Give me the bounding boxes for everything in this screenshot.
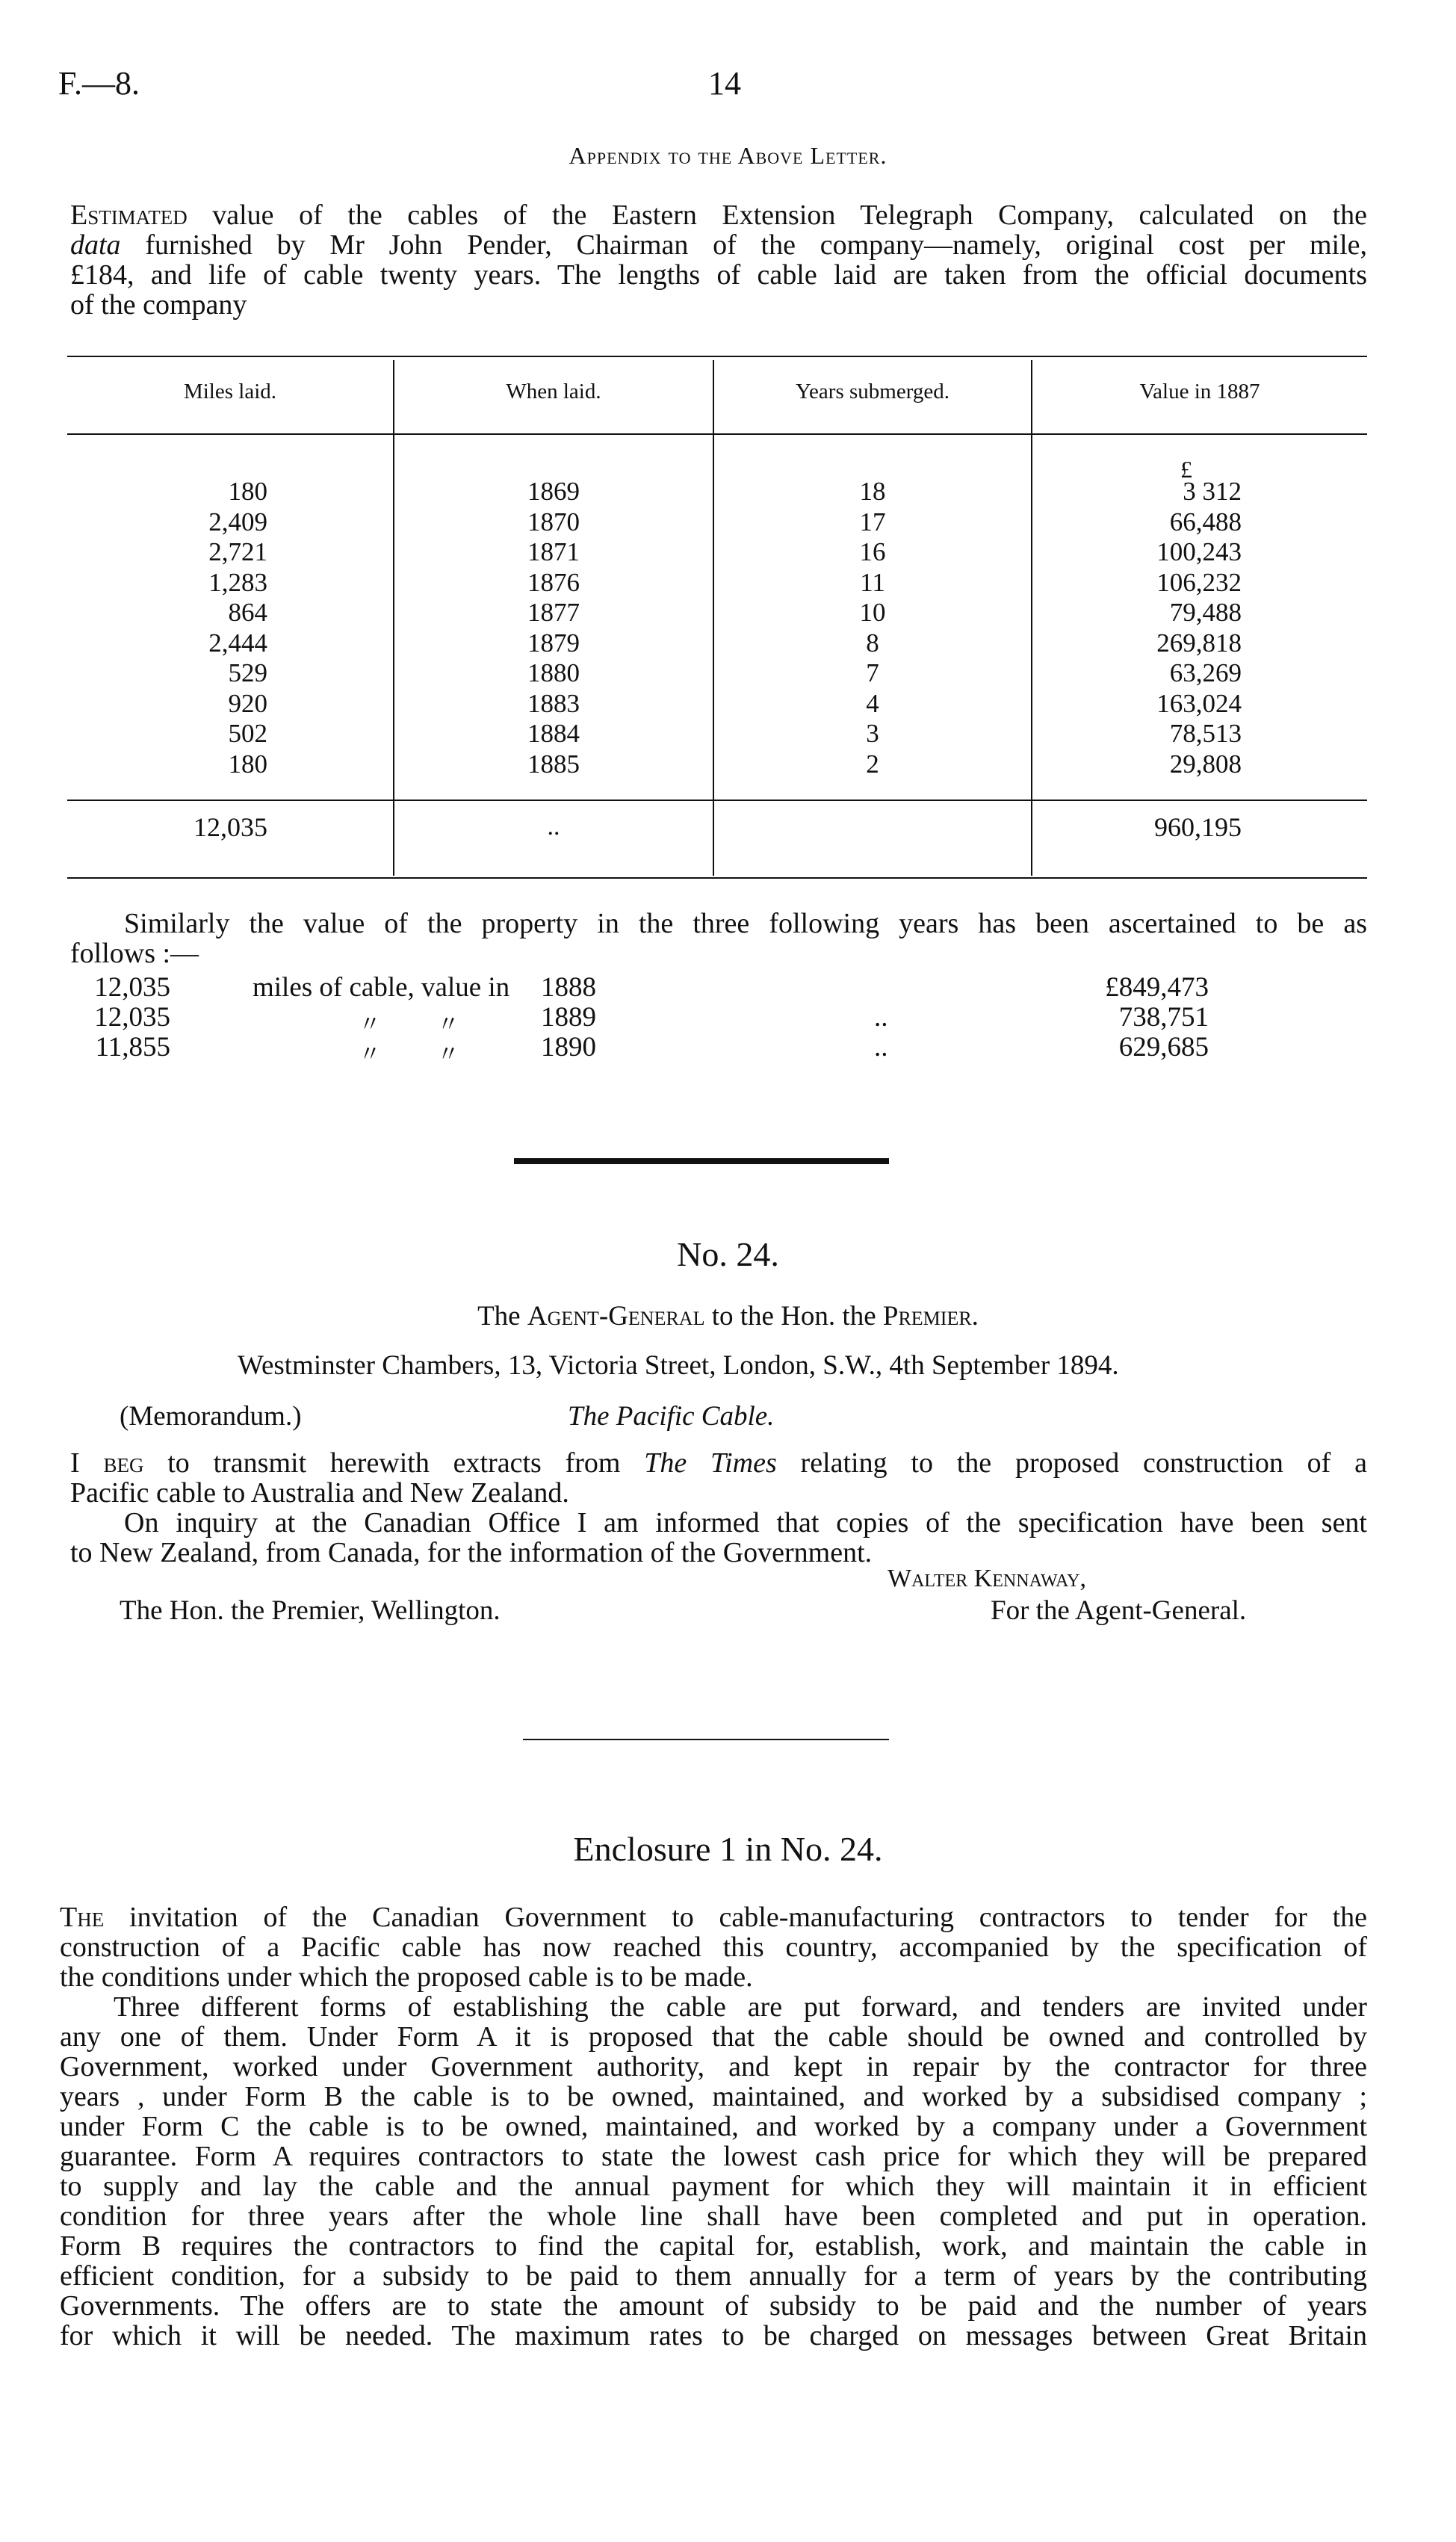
enclosure-p2-line: condition for three years after the whole line shall have been completed and put in operation. xyxy=(60,2201,1367,2232)
table-cell-year: 1869 xyxy=(527,477,580,506)
miles-column xyxy=(67,477,267,779)
similar-year: 1888 xyxy=(541,972,596,1003)
intro-data-word: data xyxy=(70,229,121,261)
enclosure-p2-line: efficient condition, for a subsidy to be paid to them annually for a term of years by the contributing xyxy=(60,2260,1367,2292)
table-top-rule xyxy=(67,356,1367,357)
table-cell-miles: 180 xyxy=(228,749,267,779)
similar-text: 〃 〃 xyxy=(359,1012,459,1037)
no24-title: No. 24. xyxy=(677,1235,779,1273)
table-cell-value: 66,488 xyxy=(1169,507,1242,536)
similarly-paragraph xyxy=(70,909,1367,968)
enclosure-p1-line-1: invitation of the Canadian Government to cable-manufacturing contractors to tender for the xyxy=(104,1902,1367,1933)
table-cell-submerged: 7 xyxy=(866,658,879,687)
no24-body xyxy=(70,1448,1367,1568)
table-cell-year: 1880 xyxy=(527,658,580,687)
enclosure-p2-line: Three different forms of establishing the cable are put forward, and tenders are invited under xyxy=(114,1991,1367,2023)
total-when: .. xyxy=(547,813,560,841)
table-cell-year: 1884 xyxy=(527,719,580,748)
table-cell-submerged: 3 xyxy=(866,719,879,748)
total-miles: 12,035 xyxy=(193,812,267,842)
enclosure-p2-line: any one of them. Under Form A it is proposed that the cable should be owned and controlled by xyxy=(60,2021,1367,2053)
signer-name: Walter Kennaway, xyxy=(887,1565,1086,1592)
p1-times: The Times xyxy=(644,1447,777,1479)
table-cell-submerged: 2 xyxy=(866,749,879,779)
table-cell-value: 106,232 xyxy=(1156,567,1242,597)
appendix-intro xyxy=(70,200,1367,320)
similar-value: 738,751 xyxy=(1118,1002,1209,1033)
similar-value: 629,685 xyxy=(1118,1032,1209,1063)
similar-miles: 12,035 xyxy=(94,1002,170,1033)
table-cell-submerged: 4 xyxy=(866,688,879,718)
table-cell-miles: 180 xyxy=(228,477,267,506)
intro-lead: Estimated xyxy=(70,200,188,231)
similarly-line-2: follows :— xyxy=(70,938,199,969)
similar-dots: .. xyxy=(874,1032,888,1063)
header-value-1887: Value in 1887 xyxy=(1139,380,1260,403)
enclosure-p2-line: years , under Form B the cable is to be owned, maintained, and worked by a subsidised company ; xyxy=(60,2081,1367,2112)
enclosure-body xyxy=(60,1902,1367,2351)
no24-subject xyxy=(568,1400,774,1432)
intro-line-4: of the company xyxy=(70,289,247,321)
page-number: 14 xyxy=(708,65,741,102)
table-cell-miles: 2,409 xyxy=(208,507,267,536)
table-cell-miles: 920 xyxy=(228,688,267,718)
table-cell-miles: 2,444 xyxy=(208,628,267,658)
no24-memo: (Memorandum.) xyxy=(120,1401,302,1432)
table-cell-submerged: 8 xyxy=(866,628,879,658)
header-years-submerged: Years submerged. xyxy=(796,380,950,403)
table-header-rule xyxy=(67,433,1367,435)
enclosure-p1-line-2: construction of a Pacific cable has now reached this country, accompanied by the specification of xyxy=(60,1932,1367,1963)
when-laid-column xyxy=(394,477,713,779)
total-value: 960,195 xyxy=(1154,812,1242,842)
p2-line-2: to New Zealand, from Canada, for the information of the Government. xyxy=(70,1537,873,1568)
thin-separator xyxy=(523,1739,889,1740)
p1-lead: I beg xyxy=(70,1447,144,1479)
similar-year: 1890 xyxy=(541,1032,596,1063)
table-cell-value: 79,488 xyxy=(1169,598,1242,627)
submerged-column xyxy=(714,477,1031,779)
table-cell-value: 63,269 xyxy=(1169,658,1242,687)
table-cell-value: 29,808 xyxy=(1169,749,1242,779)
table-cell-year: 1885 xyxy=(527,749,580,779)
similarly-line-1: Similarly the value of the property in the three following years has been ascertained to be as xyxy=(124,908,1367,939)
signer-role: For the Agent-General. xyxy=(991,1595,1247,1626)
similar-miles: 12,035 xyxy=(94,972,170,1003)
heavy-separator xyxy=(514,1158,889,1164)
table-cell-value: 269,818 xyxy=(1156,628,1242,658)
intro-line-3: £184, and life of cable twenty years. The lengths of cable laid are taken from the official documents xyxy=(70,259,1367,291)
appendix-title: Appendix to the Above Letter. xyxy=(569,142,887,169)
value-column xyxy=(1032,477,1242,779)
table-bottom-rule xyxy=(67,877,1367,879)
currency-symbol: £ xyxy=(1180,456,1192,483)
table-cell-value: 3 312 xyxy=(1183,477,1242,506)
addressee-premier: Premier. xyxy=(882,1301,979,1332)
table-total-rule xyxy=(67,800,1367,801)
table-cell-submerged: 16 xyxy=(859,537,886,566)
addressee-text-a: The xyxy=(477,1301,527,1332)
table-cell-submerged: 18 xyxy=(859,477,886,506)
table-cell-year: 1877 xyxy=(527,598,580,627)
table-cell-submerged: 17 xyxy=(859,507,886,536)
similar-miles: 11,855 xyxy=(95,1032,170,1063)
table-cell-year: 1870 xyxy=(527,507,580,536)
enclosure-title: Enclosure 1 in No. 24. xyxy=(573,1830,883,1868)
addressee-text-c: to the Hon. the xyxy=(704,1301,883,1332)
enclosure-p2-line: under Form C the cable is to be owned, maintained, and worked by a company under a Government xyxy=(60,2111,1367,2142)
enclosure-p2-line: Governments. The offers are to state the amount of subsidy to be paid and the number of years xyxy=(60,2290,1367,2322)
table-cell-value: 163,024 xyxy=(1156,688,1242,718)
p1-text-b: relating to the proposed construction of a xyxy=(776,1447,1367,1479)
similar-value: £849,473 xyxy=(1105,972,1209,1003)
similar-text: 〃 〃 xyxy=(359,1042,459,1067)
similar-text: miles of cable, value in xyxy=(253,972,510,1003)
table-cell-value: 100,243 xyxy=(1156,537,1242,566)
p1-line-2: Pacific cable to Australia and New Zealand. xyxy=(70,1477,569,1509)
table-cell-year: 1879 xyxy=(527,628,580,658)
table-cell-submerged: 10 xyxy=(859,598,886,627)
header-when-laid: When laid. xyxy=(506,380,601,403)
header-miles-laid: Miles laid. xyxy=(183,380,277,403)
table-cell-year: 1871 xyxy=(527,537,580,566)
recipient: The Hon. the Premier, Wellington. xyxy=(120,1595,501,1626)
table-cell-value: 78,513 xyxy=(1169,719,1242,748)
enclosure-p1-line-3: the conditions under which the proposed cable is to be made. xyxy=(60,1961,753,1993)
enclosure-paragraph-2 xyxy=(60,1992,1367,2351)
enclosure-p2-line: for which it will be needed. The maximum rates to be charged on messages between Great Britain xyxy=(60,2320,1367,2351)
p1-text-a: to transmit herewith extracts from xyxy=(143,1447,645,1479)
subject-text: The Pacific Cable. xyxy=(568,1401,775,1432)
table-cell-miles: 529 xyxy=(228,658,267,687)
table-cell-year: 1883 xyxy=(527,688,580,718)
table-cell-miles: 864 xyxy=(228,598,267,627)
table-cell-miles: 502 xyxy=(228,719,267,748)
enclosure-p2-line: guarantee. Form A requires contractors to state the lowest cash price for which they will be prepared xyxy=(60,2141,1367,2172)
no24-address: Westminster Chambers, 13, Victoria Street, London, S.W., 4th September 1894. xyxy=(238,1350,1119,1381)
similar-dots: .. xyxy=(874,1002,888,1033)
addressee-agent-general: Agent-General xyxy=(527,1301,705,1332)
table-cell-submerged: 11 xyxy=(860,567,885,597)
intro-text-1: value of the cables of the Eastern Extension Telegraph Company, calculated on the xyxy=(187,200,1367,231)
enclosure-p2-line: Form B requires the contractors to find the capital for, establish, work, and maintain the cable in xyxy=(60,2230,1367,2262)
p2-line-1: On inquiry at the Canadian Office I am informed that copies of the specification have been sent xyxy=(124,1507,1367,1539)
table-cell-miles: 2,721 xyxy=(208,537,267,566)
no24-addressee xyxy=(0,1300,1456,1332)
enclosure-p2-line: to supply and lay the cable and the annual payment for which they will maintain it in efficient xyxy=(60,2171,1367,2202)
page-reference: F.—8. xyxy=(58,65,140,102)
similar-year: 1889 xyxy=(541,1002,596,1033)
table-cell-miles: 1,283 xyxy=(208,567,267,597)
enclosure-p2-line: Government, worked under Government authority, and kept in repair by the contractor for three xyxy=(60,2051,1367,2082)
intro-text-2: furnished by Mr John Pender, Chairman of the company—namely, original cost per mile, xyxy=(120,229,1367,261)
table-cell-year: 1876 xyxy=(527,567,580,597)
enclosure-lead: The xyxy=(60,1902,105,1933)
